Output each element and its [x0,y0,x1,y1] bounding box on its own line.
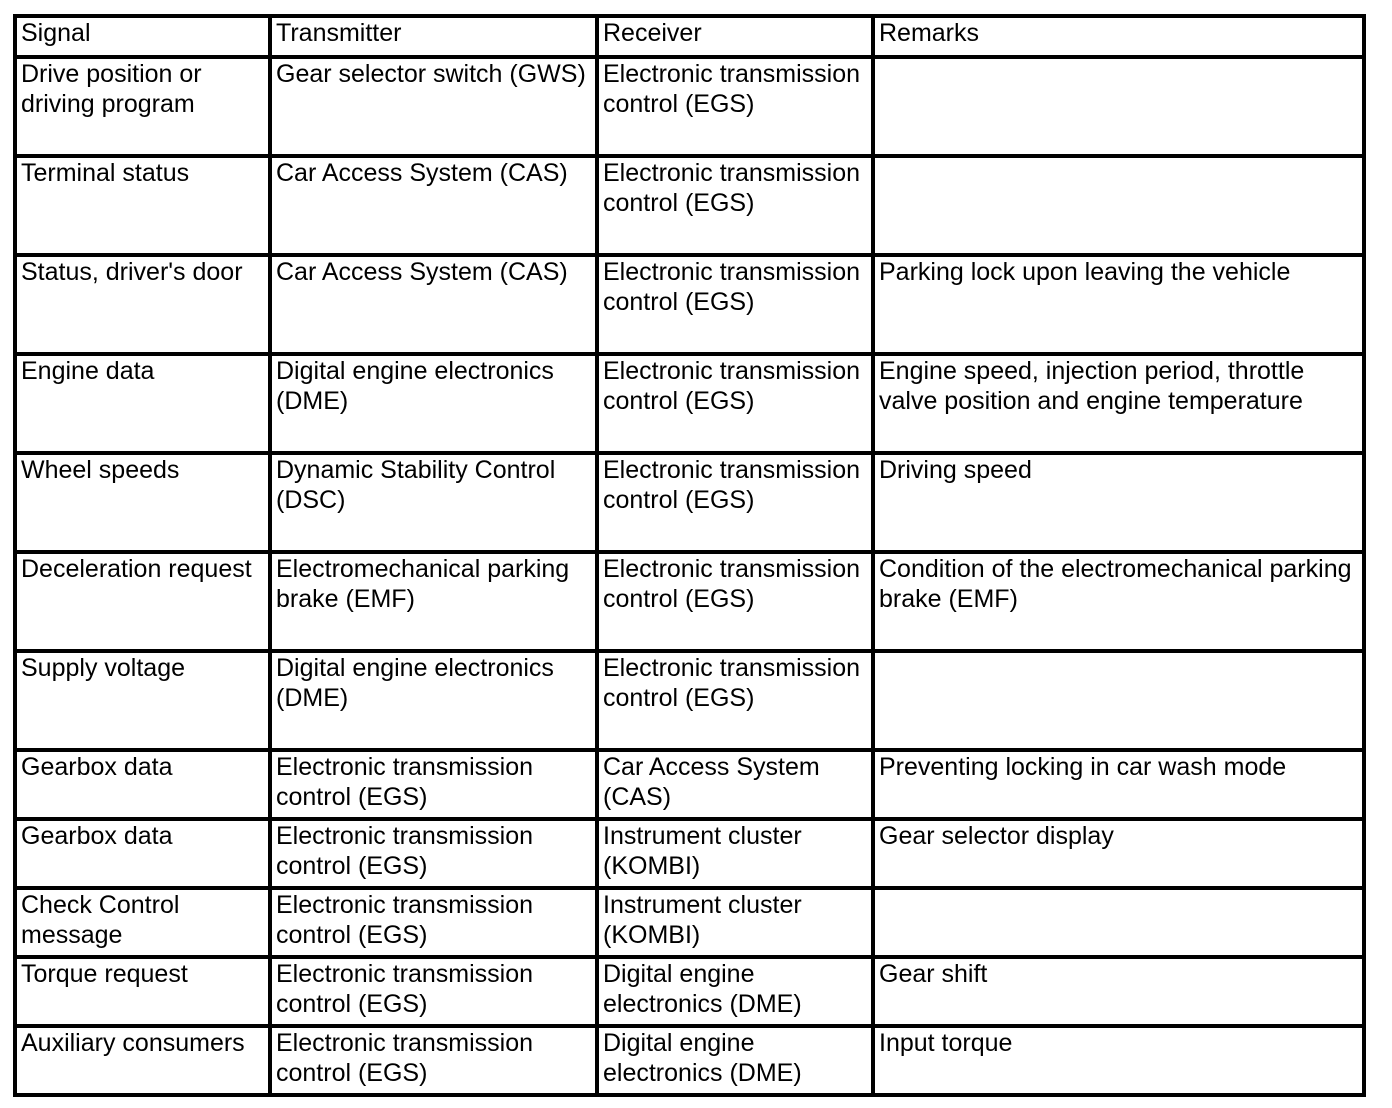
transmitter-cell: Digital engine electronics (DME) [270,651,597,750]
signal-cell: Wheel speeds [15,453,270,552]
remarks-cell: Driving speed [873,453,1364,552]
transmitter-cell: Electronic transmission control (EGS) [270,1026,597,1095]
receiver-cell: Electronic transmission control (EGS) [597,552,873,651]
signal-cell: Deceleration request [15,552,270,651]
transmitter-cell: Electronic transmission control (EGS) [270,957,597,1026]
signal-cell: Terminal status [15,156,270,255]
remarks-cell [873,57,1364,156]
signal-table-container [13,14,1362,1097]
remarks-cell: Engine speed, injection period, throttle valve position and engine temperature [873,354,1364,453]
receiver-cell: Instrument cluster (KOMBI) [597,888,873,957]
table-row [15,651,1364,750]
header-remarks: Remarks [873,16,1364,57]
table-header-row [15,16,1364,57]
signal-cell: Gearbox data [15,750,270,819]
receiver-cell: Digital engine electronics (DME) [597,1026,873,1095]
remarks-cell: Gear selector display [873,819,1364,888]
transmitter-cell: Dynamic Stability Control (DSC) [270,453,597,552]
signal-cell: Drive position or driving program [15,57,270,156]
transmitter-cell: Car Access System (CAS) [270,156,597,255]
table-row [15,156,1364,255]
table-row [15,57,1364,156]
receiver-cell: Digital engine electronics (DME) [597,957,873,1026]
header-signal: Signal [15,16,270,57]
header-transmitter: Transmitter [270,16,597,57]
remarks-cell: Parking lock upon leaving the vehicle [873,255,1364,354]
signal-cell: Check Control message [15,888,270,957]
receiver-cell: Instrument cluster (KOMBI) [597,819,873,888]
table-row [15,750,1364,819]
receiver-cell: Electronic transmission control (EGS) [597,453,873,552]
header-receiver: Receiver [597,16,873,57]
receiver-cell: Electronic transmission control (EGS) [597,156,873,255]
remarks-cell [873,156,1364,255]
signal-cell: Gearbox data [15,819,270,888]
receiver-cell: Electronic transmission control (EGS) [597,354,873,453]
signal-cell: Torque request [15,957,270,1026]
table-row [15,255,1364,354]
signal-cell: Supply voltage [15,651,270,750]
receiver-cell: Electronic transmission control (EGS) [597,57,873,156]
signal-cell: Engine data [15,354,270,453]
remarks-cell: Condition of the electromechanical parking brake (EMF) [873,552,1364,651]
transmitter-cell: Electronic transmission control (EGS) [270,819,597,888]
signal-cell: Auxiliary consumers [15,1026,270,1095]
signal-table [13,14,1366,1097]
remarks-cell: Gear shift [873,957,1364,1026]
table-row [15,354,1364,453]
table-row [15,888,1364,957]
signal-cell: Status, driver's door [15,255,270,354]
remarks-cell [873,651,1364,750]
transmitter-cell: Digital engine electronics (DME) [270,354,597,453]
remarks-cell [873,888,1364,957]
receiver-cell: Electronic transmission control (EGS) [597,651,873,750]
remarks-cell: Preventing locking in car wash mode [873,750,1364,819]
receiver-cell: Electronic transmission control (EGS) [597,255,873,354]
transmitter-cell: Car Access System (CAS) [270,255,597,354]
transmitter-cell: Gear selector switch (GWS) [270,57,597,156]
table-row [15,453,1364,552]
remarks-cell: Input torque [873,1026,1364,1095]
transmitter-cell: Electronic transmission control (EGS) [270,888,597,957]
receiver-cell: Car Access System (CAS) [597,750,873,819]
table-row [15,819,1364,888]
table-row [15,1026,1364,1095]
table-row [15,957,1364,1026]
transmitter-cell: Electronic transmission control (EGS) [270,750,597,819]
table-row [15,552,1364,651]
transmitter-cell: Electromechanical parking brake (EMF) [270,552,597,651]
